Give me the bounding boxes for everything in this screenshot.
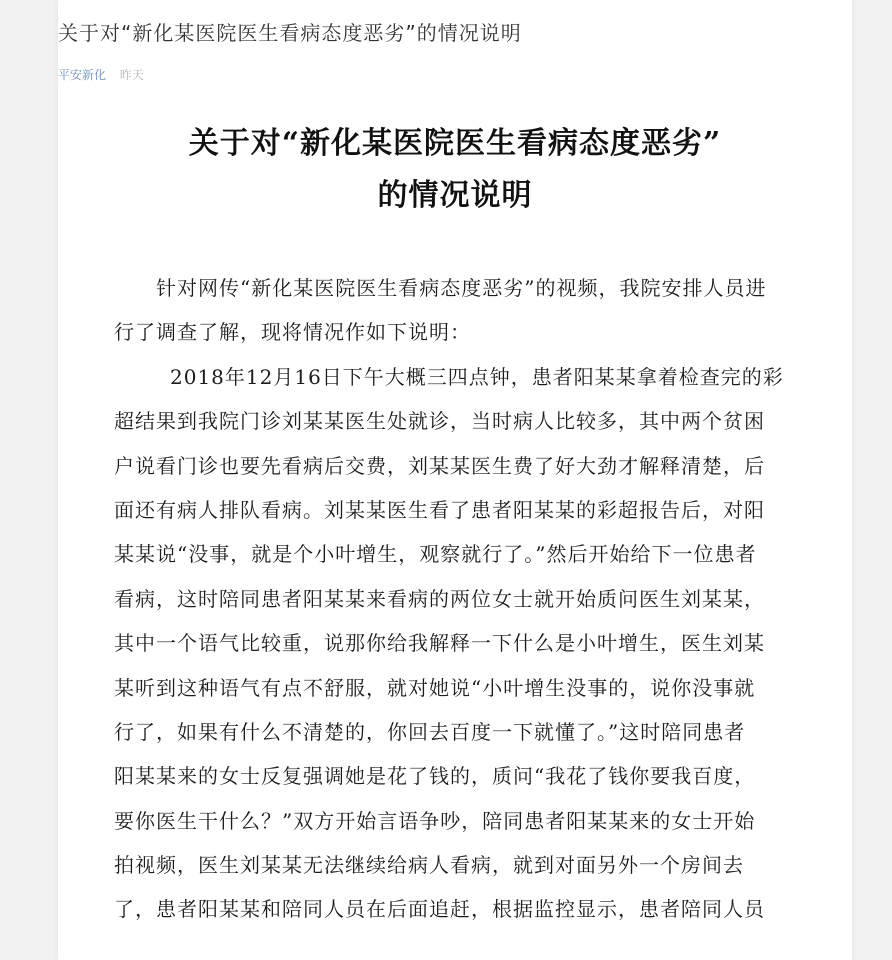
- source-link[interactable]: 平安新化: [58, 68, 107, 82]
- body-line: 拍视频，医生刘某某无法继续给病人看病，就到对面另外一个房间去: [114, 853, 744, 878]
- body-line: 户说看门诊也要先看病后交费，刘某某医生费了好大劲才解释清楚，后: [114, 453, 765, 478]
- document-body: [58, 266, 852, 932]
- article-header-title: 关于对“新化某医院医生看病态度恶劣”的情况说明: [58, 21, 522, 45]
- body-line: 行了调查了解，现将情况作如下说明：: [114, 320, 471, 345]
- body-line: 针对网传“新化某医院医生看病态度恶劣”的视频，我院安排人员进: [156, 276, 767, 300]
- document-title: [58, 118, 852, 222]
- body-line: 看病，这时陪同患者阳某某来看病的两位女士就开始质问医生刘某某，: [114, 586, 765, 611]
- body-line: 面还有病人排队看病。刘某某医生看了患者阳某某的彩超报告后，对阳: [114, 497, 765, 522]
- body-line: 某听到这种语气有点不舒服，就对她说“小叶增生没事的，说你没事就: [114, 675, 756, 700]
- body-line: 超结果到我院门诊刘某某医生处就诊，当时病人比较多，其中两个贫困: [114, 409, 765, 434]
- body-line: 某某说“没事，就是个小叶增生，观察就行了。”然后开始给下一位患者: [114, 542, 757, 567]
- body-line: 2018年12月16日下午大概三四点钟，患者阳某某拿着检查完的彩: [170, 364, 784, 389]
- body-line: 了，患者阳某某和陪同人员在后面追赶，根据监控显示，患者陪同人员: [114, 897, 765, 922]
- body-line: 其中一个语气比较重，说那你给我解释一下什么是小叶增生，医生刘某: [114, 631, 765, 656]
- document-title-line-2: 的情况说明: [377, 178, 533, 213]
- document-title-line-1: 关于对“新化某医院医生看病态度恶劣”: [188, 126, 722, 161]
- article-meta: [58, 64, 144, 86]
- publish-time: 昨天: [119, 68, 144, 82]
- body-line: 阳某某来的女士反复强调她是花了钱的，质问“我花了钱你要我百度，: [114, 764, 756, 789]
- body-line: 要你医生干什么？”双方开始言语争吵，陪同患者阳某某来的女士开始: [114, 808, 756, 833]
- body-line: 行了，如果有什么不清楚的，你回去百度一下就懂了。”这时陪同患者: [114, 719, 746, 744]
